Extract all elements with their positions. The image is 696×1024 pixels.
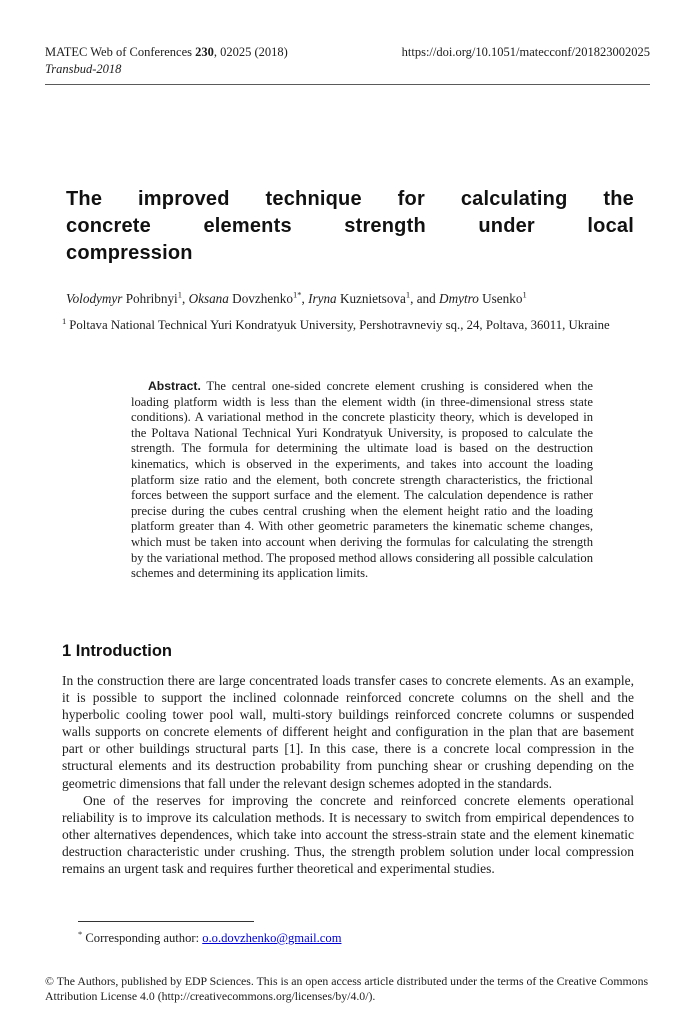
conference-name: Transbud-2018 [45,62,122,76]
page-header [45,44,650,78]
journal-volume: 230 [195,45,214,59]
author-4 [439,291,527,306]
author-3 [308,291,439,306]
affiliation [62,317,636,334]
footnote-label: Corresponding author: [82,931,203,945]
author-affiliation-mark: 1 [177,289,182,300]
title-line-1: The improved technique for calculating the [66,188,634,210]
author-separator: , [301,291,309,306]
author-2 [189,291,308,306]
doi-link[interactable]: https://doi.org/10.1051/matecconf/201823002025 [401,45,650,59]
author-list [66,291,634,307]
intro-paragraph-2: One of the reserves for improving the concrete and reinforced concrete elements operational reliability is to improve its calculation methods. It is necessary to switch from empirical dependences to other alternatives dependences, which take into account the stress-strain state and the element kinematic destruction characteristic under crushing. Thus, the strength problem solution under local compression remains an urgent task and requires further theoretical and experimental studies. [62,792,634,877]
affiliation-text: Poltava National Technical Yuri Kondratyuk University, Pershotravneviy sq., 24, Poltava, 36011, Ukraine [69,318,610,332]
footnote-divider [78,921,254,922]
author-given-name: Dmytro [439,291,479,306]
abstract-text: The central one-sided concrete element crushing is considered when the loading platform width is less than the element width (in three-dimensional stress state conditions). A variational method in the concrete plasticity theory, which is developed in the Poltava National Technical Yuri Kondratyuk University, is proposed to calculate the strength. The formula for determining the ultimate load is based on the destruction kinematics, which is observed in the experiments, and takes into account the loading platform size ratio and the element, both concrete strength characteristics, the frictional forces between the support surface and the element. The calculation dependence is rather precise during the cubes central crushing when the element height ratio and the loading platform greater than 4. With other geometric parameters the kinematic scheme changes, which must be taken into account when deriving the formulas for calculating the strength by the variational method. The proposed method allows considering all possible calculation schemes and determining its application limits. [131,379,593,581]
author-affiliation-mark: 1 [405,289,411,300]
author-given-name: Iryna [308,291,337,306]
journal-article-number: , 02025 (2018) [213,45,288,59]
author-given-name: Oksana [188,291,229,306]
author-affiliation-mark: 1* [292,289,302,300]
title-line-3: compression [66,242,193,264]
author-separator: , and [410,291,440,306]
introduction-body [62,672,634,877]
title-line-2: concrete elements strength under local [66,215,634,237]
author-1 [66,291,189,306]
author-surname: Usenko [478,291,523,306]
paper-title [66,186,634,267]
email-link[interactable]: o.o.dovzhenko@gmail.com [202,931,342,945]
author-given-name: Volodymyr [66,291,123,306]
footnote-marker: * [78,928,83,939]
corresponding-author-footnote [78,928,558,946]
abstract-label: Abstract. [148,379,201,393]
intro-paragraph-1: In the construction there are large concentrated loads transfer cases to concrete elements. As an example, it is possible to support the inclined colonnade reinforced concrete columns on the shell and the hyperbolic cooling tower pool wall, multi-story buildings reinforced concrete columns or suspended walls supports on concrete elements of different height and configuration in the plan that are basement part or other buildings structural parts [1]. In this case, there is a concrete local compression in the structural elements and its destruction probability from punching shear or crushing depending on the geometric dimensions that fall under the relevant design schemes adopted in the standards. [62,673,634,791]
journal-citation [45,44,288,61]
author-surname: Pohribnyi [122,291,178,306]
author-surname: Kuznietsova [336,291,406,306]
copyright-notice: © The Authors, published by EDP Sciences. This is an open access article distributed under the terms of the Creative Commons Attribution License 4.0 (http://creativecommons.org/licenses/by/4.0/). [45,974,649,1003]
author-surname: Dovzhenko [228,291,293,306]
header-row [45,44,650,61]
abstract [131,379,593,582]
author-separator: , [181,291,189,306]
section-heading-introduction: 1 Introduction [62,642,172,660]
journal-name: MATEC Web of Conferences [45,45,196,59]
affiliation-mark: 1 [62,315,67,326]
author-affiliation-mark: 1 [522,289,527,300]
header-divider [45,84,650,85]
